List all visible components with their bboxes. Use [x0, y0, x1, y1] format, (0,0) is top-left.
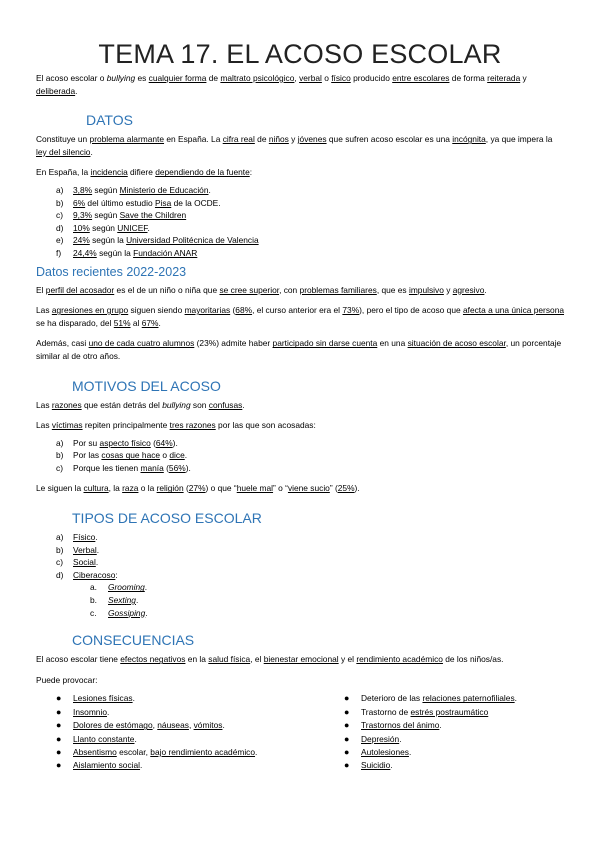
list-item: ● Absentismo escolar, bajo rendimiento académico.: [56, 746, 276, 759]
list-item: ● Suicidio.: [344, 759, 564, 772]
list-item: ● Lesiones físicas.: [56, 692, 276, 705]
list-item: d) 10% según UNICEF.: [56, 222, 150, 233]
consequences-columns: [36, 692, 564, 772]
list-item: ● Trastornos del ánimo.: [344, 719, 564, 732]
section-heading-consecuencias: CONSECUENCIAS: [72, 632, 195, 649]
list-item: b) Verbal.: [56, 544, 100, 555]
consequences-right-column: [324, 692, 564, 772]
section-heading-motivos: MOTIVOS DEL ACOSO: [72, 377, 221, 394]
bullet-icon: ●: [56, 733, 62, 744]
motivos-list: [36, 437, 564, 475]
list-item: e) 24% según la Universidad Politécnica de Valencia: [56, 235, 259, 246]
list-item: ● Autolesiones.: [344, 746, 564, 759]
list-item: a. Grooming.: [90, 582, 148, 593]
list-item: a) Por su aspecto físico (64%).: [56, 437, 178, 448]
bullet-icon: ●: [344, 747, 350, 758]
list-item: a) 3,8% según Ministerio de Educación.: [56, 184, 211, 195]
bullet-icon: ●: [344, 706, 350, 717]
bullet-icon: ●: [56, 720, 62, 731]
list-item: b) Por las cosas que hace o dice.: [56, 450, 188, 461]
motivos-paragraph-3: Le siguen la cultura, la raza o la religión (27%) o que “huele mal” o “viene sucio” (25%).: [36, 483, 360, 494]
bullet-icon: ●: [344, 693, 350, 704]
tipos-list: [36, 531, 564, 581]
bullet-icon: ●: [56, 760, 62, 771]
ciberacoso-sublist: [36, 581, 564, 619]
list-item: ● Aislamiento social.: [56, 759, 276, 772]
list-item: a) Físico.: [56, 532, 98, 543]
list-item: d) Ciberacoso:: [56, 569, 118, 580]
datos-list: [36, 184, 564, 260]
list-item: c) Social.: [56, 557, 99, 568]
list-item: c. Gossiping.: [90, 607, 148, 618]
datos-paragraph-1: Constituye un problema alarmante en España. La cifra real de niños y jóvenes que sufren acoso escolar es una incógnita, ya que impera la ley del silencio.: [36, 134, 553, 157]
recientes-paragraph-2: Las agresiones en grupo siguen siendo mayoritarias (68%, el curso anterior era el 73%), pero el tipo de acoso que afecta a una única persona se ha disparado, del 51% al 67%.: [36, 305, 565, 328]
section-heading-datos: DATOS: [86, 112, 133, 129]
consecuencias-paragraph-1: El acoso escolar tiene efectos negativos en la salud física, el bienestar emocional y el rendimiento académico de los niños/as.: [36, 654, 504, 665]
section-heading-tipos: TIPOS DE ACOSO ESCOLAR: [72, 510, 262, 527]
bullet-icon: ●: [56, 747, 62, 758]
list-item: ● Llanto constante.: [56, 733, 276, 746]
bullet-icon: ●: [344, 760, 350, 771]
list-item: ● Deterioro de las relaciones paternofiliales.: [344, 692, 564, 705]
list-item: b. Sexting.: [90, 595, 139, 606]
list-item: ● Trastorno de estrés postraumático: [344, 706, 564, 719]
motivos-paragraph-1: Las razones que están detrás del bullying son confusas.: [36, 399, 245, 410]
recientes-paragraph-1: El perfil del acosador es el de un niño o niña que se cree superior, con problemas familiares, que es impulsivo y agresivo.: [36, 284, 487, 295]
list-item: c) 9,3% según Save the Children: [56, 210, 187, 221]
intro-paragraph: El acoso escolar o bullying es cualquier forma de maltrato psicológico, verbal o físico producido entre escolares de forma reiterada y deliberada.: [36, 73, 527, 96]
recientes-paragraph-3: Además, casi uno de cada cuatro alumnos (23%) admite haber participado sin darse cuenta en una situación de acoso escolar, un porcentaje similar al de otro años.: [36, 338, 562, 361]
bullet-icon: ●: [344, 720, 350, 731]
list-item: b) 6% del último estudio Pisa de la OCDE.: [56, 197, 221, 208]
section-heading-recientes: Datos recientes 2022-2023: [36, 264, 187, 279]
page-title: TEMA 17. EL ACOSO ESCOLAR: [98, 39, 502, 69]
list-item: ● Insomnio.: [56, 706, 276, 719]
list-item: c) Porque les tienen manía (56%).: [56, 462, 191, 473]
bullet-icon: ●: [344, 733, 350, 744]
motivos-paragraph-2: Las víctimas repiten principalmente tres razones por las que son acosadas:: [36, 420, 316, 431]
list-item: f) 24,4% según la Fundación ANAR: [56, 247, 198, 258]
list-item: ● Dolores de estómago, náuseas, vómitos.: [56, 719, 276, 732]
bullet-icon: ●: [56, 693, 62, 704]
datos-paragraph-2: En España, la incidencia difiere dependiendo de la fuente:: [36, 167, 253, 178]
list-item: ● Depresión.: [344, 733, 564, 746]
bullet-icon: ●: [56, 706, 62, 717]
consequences-left-column: [36, 692, 276, 772]
puede-provocar-label: Puede provocar:: [36, 674, 98, 685]
